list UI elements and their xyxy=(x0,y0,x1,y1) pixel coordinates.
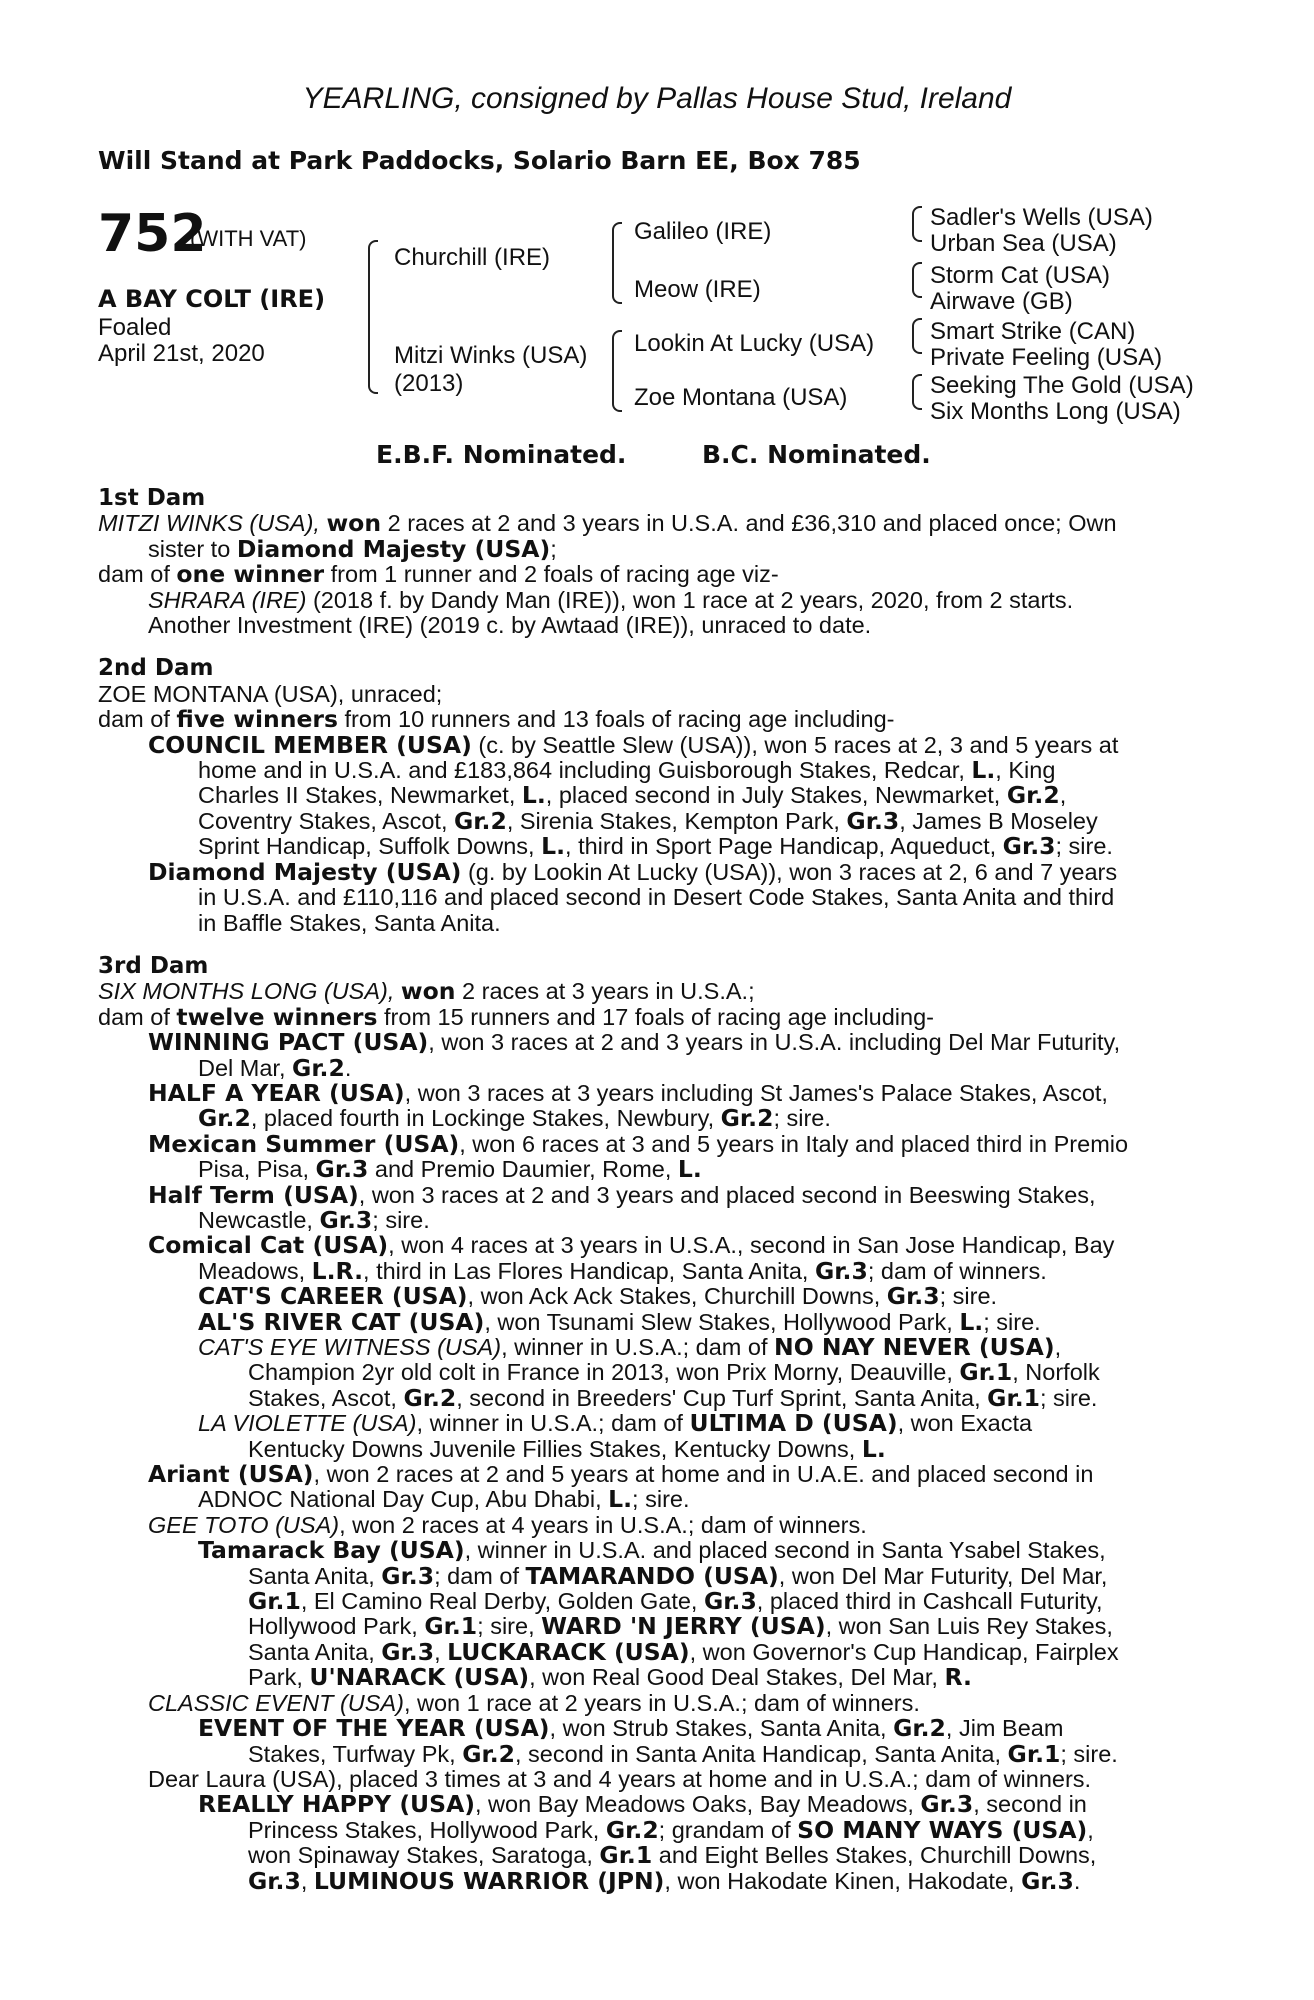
produce-line: Santa Anita, Gr.3; dam of TAMARANDO (USA), won Del Mar Futurity, Del Mar, xyxy=(248,1561,1108,1590)
produce-line: Diamond Majesty (USA) (g. by Lookin At Lucky (USA)), won 3 races at 2, 6 and 7 years xyxy=(148,857,1118,886)
produce-line: won Spinaway Stakes, Saratoga, Gr.1 and Eight Belles Stakes, Churchill Downs, xyxy=(248,1841,1097,1870)
pedigree-gen2-2: Meow (IRE) xyxy=(634,276,761,303)
produce-line: Dear Laura (USA), placed 3 times at 3 and 4 years at home and in U.S.A.; dam of winners. xyxy=(148,1765,1092,1792)
pedigree-gen2-3: Lookin At Lucky (USA) xyxy=(634,330,875,357)
produce-line: CAT'S EYE WITNESS (USA), winner in U.S.A.; dam of NO NAY NEVER (USA), xyxy=(198,1333,1062,1361)
produce-line: Ariant (USA), won 2 races at 2 and 5 years at home and in U.A.E. and placed second in xyxy=(148,1460,1094,1489)
produce-line: LA VIOLETTE (USA), winner in U.S.A.; dam of ULTIMA D (USA), won Exacta xyxy=(198,1409,1033,1438)
pedigree-gen3-7: Seeking The Gold (USA) xyxy=(930,372,1194,399)
page-title: YEARLING, consigned by Pallas House Stud, Ireland xyxy=(302,82,1012,115)
produce-line: Princess Stakes, Hollywood Park, Gr.2; grandam of SO MANY WAYS (USA), xyxy=(248,1815,1094,1844)
produce-line: ADNOC National Day Cup, Abu Dhabi, L.; sire. xyxy=(198,1485,690,1514)
pedigree-gen3-1: Sadler's Wells (USA) xyxy=(930,204,1153,231)
pedigree-gen3-6: Private Feeling (USA) xyxy=(930,344,1163,371)
third-dam-heading: 3rd Dam xyxy=(98,952,209,979)
first-dam-line: sister to Diamond Majesty (USA); xyxy=(148,534,557,563)
pedigree-gen3-2: Urban Sea (USA) xyxy=(930,230,1117,257)
ebf-nominated: E.B.F. Nominated. xyxy=(376,440,627,469)
produce-line: Stakes, Ascot, Gr.2, second in Breeders' Cup Turf Sprint, Santa Anita, Gr.1; sire. xyxy=(248,1383,1098,1412)
produce-line: AL'S RIVER CAT (USA), won Tsunami Slew Stakes, Hollywood Park, L.; sire. xyxy=(198,1307,1041,1336)
third-dam-line: SIX MONTHS LONG (USA), won 2 races at 3 years in U.S.A.; xyxy=(98,977,755,1006)
lot-number: 752 xyxy=(98,204,207,264)
second-dam-heading: 2nd Dam xyxy=(98,655,214,682)
first-dam-heading: 1st Dam xyxy=(98,485,206,511)
pedigree-brace-main xyxy=(368,240,378,394)
produce-line: CAT'S CAREER (USA), won Ack Ack Stakes, Churchill Downs, Gr.3; sire. xyxy=(198,1282,998,1311)
pedigree-brace-g2 xyxy=(912,262,922,298)
produce-line: EVENT OF THE YEAR (USA), won Strub Stakes, Santa Anita, Gr.2, Jim Beam xyxy=(198,1714,1064,1743)
produce-line: Tamarack Bay (USA), winner in U.S.A. and placed second in Santa Ysabel Stakes, xyxy=(198,1536,1106,1565)
produce-line: Meadows, L.R., third in Las Flores Handicap, Santa Anita, Gr.3; dam of winners. xyxy=(198,1256,1047,1285)
produce-line: SHRARA (IRE) (2018 f. by Dandy Man (IRE)), won 1 race at 2 years, 2020, from 2 starts. xyxy=(148,586,1074,613)
produce-line: HALF A YEAR (USA), won 3 races at 3 years including St James's Palace Stakes, Ascot, xyxy=(148,1078,1108,1107)
pedigree-brace-g4 xyxy=(912,374,922,410)
catalogue-body xyxy=(98,486,1208,1894)
pedigree-brace-g3 xyxy=(912,318,922,354)
produce-line: Gr.2, placed fourth in Lockinge Stakes, Newbury, Gr.2; sire. xyxy=(198,1104,831,1133)
produce-line: Mexican Summer (USA), won 6 races at 3 and 5 years in Italy and placed third in Premio xyxy=(148,1129,1129,1158)
produce-line: Gr.3, LUMINOUS WARRIOR (JPN), won Hakodate Kinen, Hakodate, Gr.3. xyxy=(248,1866,1081,1895)
pedigree-gen2-4: Zoe Montana (USA) xyxy=(634,384,848,411)
first-dam-line: dam of one winner from 1 runner and 2 foals of racing age viz- xyxy=(98,560,779,589)
foaled-label: Foaled xyxy=(98,314,172,341)
produce-line: Pisa, Pisa, Gr.3 and Premio Daumier, Rome, L. xyxy=(198,1155,702,1184)
produce-line: Hollywood Park, Gr.1; sire, WARD 'N JERRY (USA), won San Luis Rey Stakes, xyxy=(248,1612,1113,1641)
produce-line: REALLY HAPPY (USA), won Bay Meadows Oaks, Bay Meadows, Gr.3, second in xyxy=(198,1790,1087,1819)
pedigree-gen3-8: Six Months Long (USA) xyxy=(930,398,1181,425)
stand-location: Will Stand at Park Paddocks, Solario Barn EE, Box 785 xyxy=(98,146,861,175)
foaled-date: April 21st, 2020 xyxy=(98,340,265,367)
pedigree-sire: Churchill (IRE) xyxy=(394,244,551,271)
produce-line: Gr.1, El Camino Real Derby, Golden Gate, Gr.3, placed third in Cashcall Futurity, xyxy=(248,1587,1103,1616)
pedigree-brace-g1 xyxy=(912,206,922,242)
produce-line: Kentucky Downs Juvenile Fillies Stakes, Kentucky Downs, L. xyxy=(248,1434,886,1463)
produce-line: Newcastle, Gr.3; sire. xyxy=(198,1205,430,1234)
first-dam-line: MITZI WINKS (USA), won 2 races at 2 and 3 years in U.S.A. and £36,310 and placed once; Own xyxy=(98,509,1117,538)
second-dam-line: ZOE MONTANA (USA), unraced; xyxy=(98,680,443,707)
produce-line: Comical Cat (USA), won 4 races at 3 years in U.S.A., second in San Jose Handicap, Bay xyxy=(148,1231,1115,1260)
produce-line: Half Term (USA), won 3 races at 2 and 3 years and placed second in Beeswing Stakes, xyxy=(148,1180,1096,1209)
lot-description: A BAY COLT (IRE) xyxy=(98,285,326,313)
produce-line: Another Investment (IRE) (2019 c. by Awtaad (IRE)), unraced to date. xyxy=(148,612,872,639)
pedigree-brace-sire xyxy=(612,222,622,304)
produce-line: home and in U.S.A. and £183,864 including Guisborough Stakes, Redcar, L., King xyxy=(198,756,1056,785)
pedigree-dam-year: (2013) xyxy=(394,370,464,397)
produce-line: Sprint Handicap, Suffolk Downs, L., third in Sport Page Handicap, Aqueduct, Gr.3; sire. xyxy=(198,832,1113,861)
produce-line: in U.S.A. and £110,116 and placed second in Desert Code Stakes, Santa Anita and third xyxy=(198,884,1115,911)
third-dam-line: dam of twelve winners from 15 runners and 17 foals of racing age including- xyxy=(98,1002,934,1031)
pedigree-gen3-5: Smart Strike (CAN) xyxy=(930,318,1136,345)
produce-line: CLASSIC EVENT (USA), won 1 race at 2 years in U.S.A.; dam of winners. xyxy=(148,1689,920,1716)
produce-line: in Baffle Stakes, Santa Anita. xyxy=(198,909,501,936)
produce-line: Del Mar, Gr.2. xyxy=(198,1053,352,1082)
produce-line: Coventry Stakes, Ascot, Gr.2, Sirenia Stakes, Kempton Park, Gr.3, James B Moseley xyxy=(198,806,1098,835)
pedigree-gen3-4: Airwave (GB) xyxy=(930,288,1073,315)
produce-line: Stakes, Turfway Pk, Gr.2, second in Santa Anita Handicap, Santa Anita, Gr.1; sire. xyxy=(248,1739,1118,1768)
pedigree-gen3-3: Storm Cat (USA) xyxy=(930,262,1111,289)
produce-line: COUNCIL MEMBER (USA) (c. by Seattle Slew (USA)), won 5 races at 2, 3 and 5 years at xyxy=(148,730,1119,759)
produce-line: Champion 2yr old colt in France in 2013, won Prix Morny, Deauville, Gr.1, Norfolk xyxy=(248,1358,1100,1387)
produce-line: GEE TOTO (USA), won 2 races at 4 years in U.S.A.; dam of winners. xyxy=(148,1511,867,1538)
vat-note: (WITH VAT) xyxy=(190,226,307,251)
pedigree-brace-dam xyxy=(612,330,622,412)
produce-line: WINNING PACT (USA), won 3 races at 2 and 3 years in U.S.A. including Del Mar Futurity, xyxy=(148,1028,1121,1057)
pedigree-dam: Mitzi Winks (USA) xyxy=(394,342,588,369)
bc-nominated: B.C. Nominated. xyxy=(702,440,931,469)
produce-line: Santa Anita, Gr.3, LUCKARACK (USA), won Governor's Cup Handicap, Fairplex xyxy=(248,1637,1119,1666)
second-dam-line: dam of five winners from 10 runners and 13 foals of racing age including- xyxy=(98,705,895,734)
produce-line: Charles II Stakes, Newmarket, L., placed second in July Stakes, Newmarket, Gr.2, xyxy=(198,781,1067,810)
pedigree-gen2-1: Galileo (IRE) xyxy=(634,218,772,245)
produce-line: Park, U'NARACK (USA), won Real Good Deal Stakes, Del Mar, R. xyxy=(248,1663,972,1692)
